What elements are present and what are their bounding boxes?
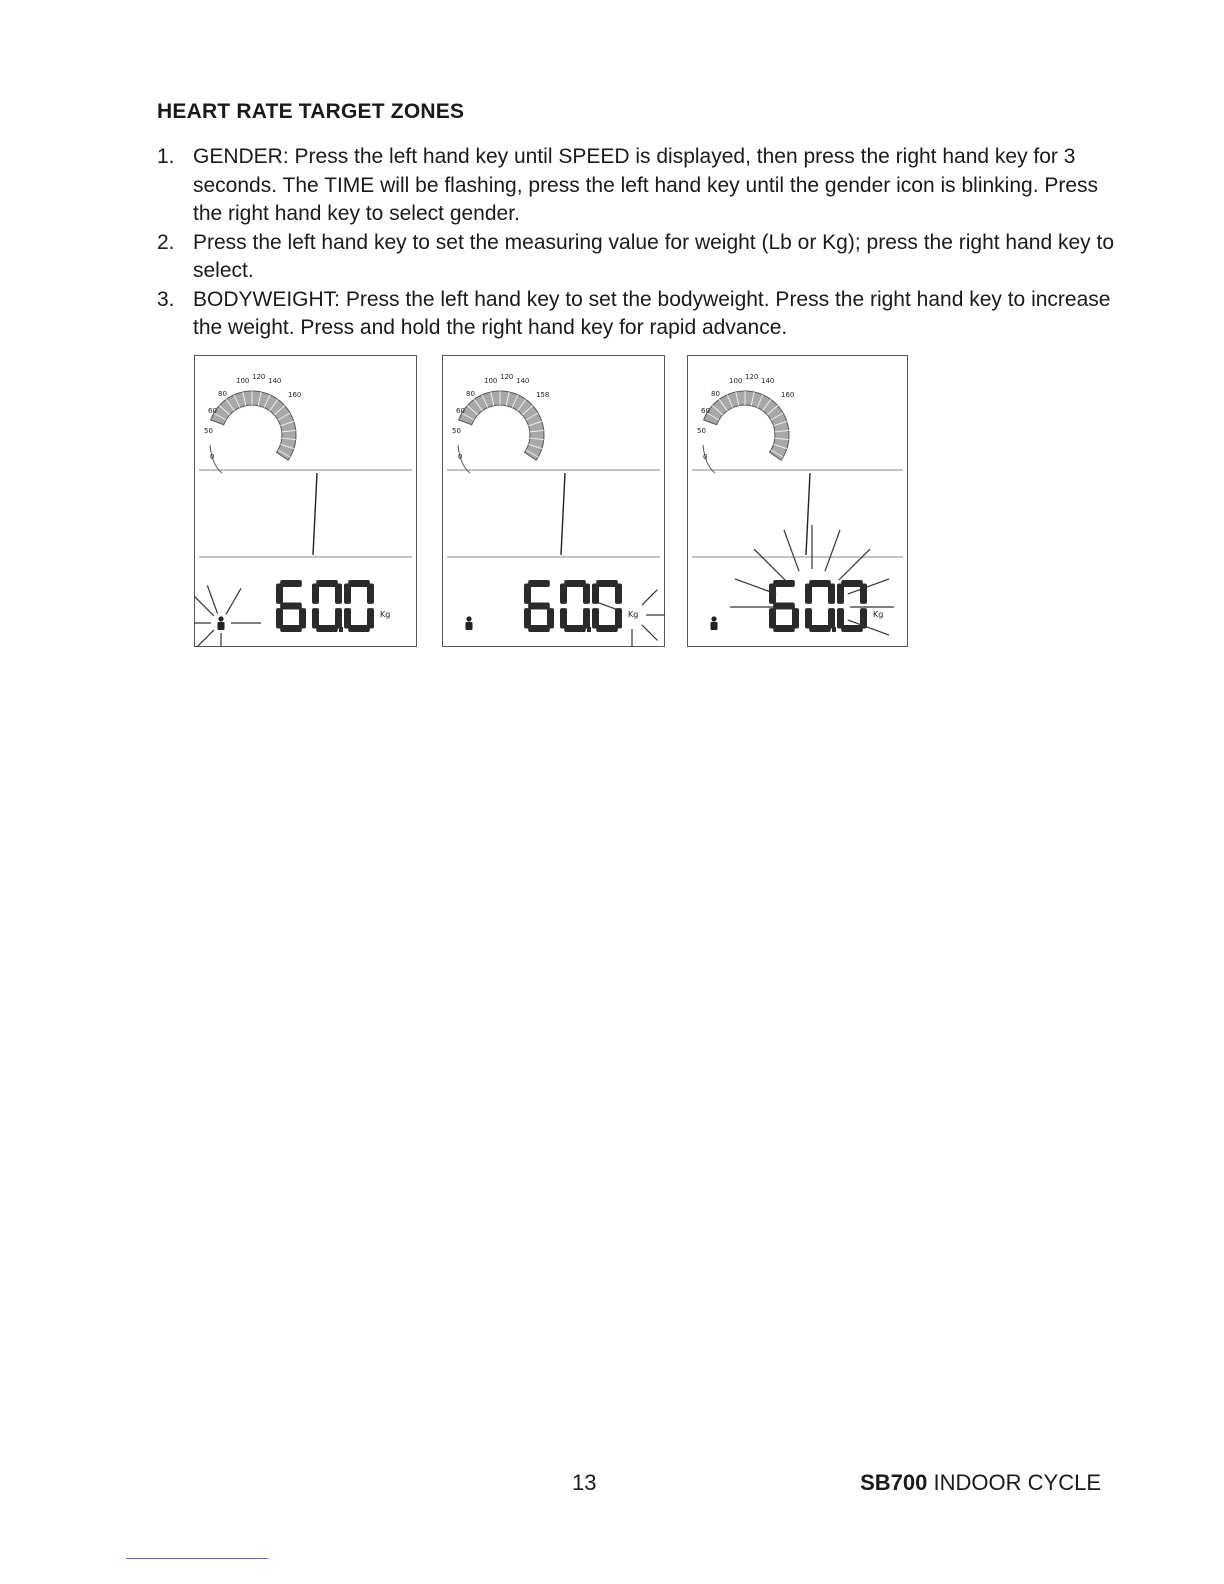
lcd-segment-f: [592, 584, 599, 604]
gauge-tick-label: 80: [218, 390, 227, 398]
gauge-tick-label: 60: [456, 407, 465, 415]
lcd-segment-a: [564, 580, 586, 587]
lcd-segment-e: [312, 608, 319, 628]
lcd-segment-a: [280, 580, 302, 587]
lcd-segment-e: [276, 608, 283, 628]
lcd-segment-a: [596, 580, 618, 587]
lcd-segment-a: [348, 580, 370, 587]
lcd-svg: [687, 355, 908, 647]
lcd-segment-b: [860, 584, 867, 604]
bottom-rule: [126, 1558, 268, 1559]
section-heading: HEART RATE TARGET ZONES: [157, 100, 465, 123]
lcd-segment-b: [583, 584, 590, 604]
gauge-tick-label: 50: [452, 427, 461, 435]
lcd-segment-g: [528, 603, 550, 610]
lcd-segment-f: [312, 584, 319, 604]
unit-label: Kg: [873, 610, 884, 619]
lcd-segment-a: [841, 580, 863, 587]
gauge-tick-label: 50: [204, 427, 213, 435]
gauge-tick-label: 160: [781, 391, 795, 399]
gauge-tick-label: 0: [210, 453, 215, 461]
lcd-segment-e: [344, 608, 351, 628]
lcd-segment-e: [592, 608, 599, 628]
gauge-tick-label: 80: [711, 390, 720, 398]
lcd-segment-e: [837, 608, 844, 628]
instruction-step: [157, 143, 1117, 229]
step-text: GENDER: Press the left hand key until SPEED is displayed, then press the right hand key for 3 seconds. The TIME will be flashing, press the left hand key until the gender icon is blinking. Press the right hand key to select gender.: [193, 145, 1099, 225]
product-name: INDOOR CYCLE: [933, 1470, 1101, 1495]
lcd-segment-f: [344, 584, 351, 604]
gauge-tick-label: 140: [761, 377, 775, 385]
gauge-tick-label: 80: [466, 390, 475, 398]
lcd-segment-f: [524, 584, 531, 604]
lcd-segment-d: [809, 625, 831, 632]
lcd-segment-d: [841, 625, 863, 632]
lcd-segment-f: [276, 584, 283, 604]
lcd-segment-b: [367, 584, 374, 604]
footer-title: [860, 1470, 1101, 1496]
instruction-step: [157, 286, 1117, 343]
lcd-segment-b: [828, 584, 835, 604]
instruction-step: [157, 229, 1117, 286]
lcd-segment-e: [769, 608, 776, 628]
step-number: 3.: [157, 287, 175, 311]
gauge-tick-label: 0: [703, 453, 708, 461]
gauge-tick-label: 140: [268, 377, 282, 385]
lcd-segment-f: [805, 584, 812, 604]
decimal-point: [339, 627, 343, 632]
lcd-display-unit: [442, 355, 665, 647]
lcd-segment-d: [564, 625, 586, 632]
step-text: Press the left hand key to set the measuring value for weight (Lb or Kg); press the right hand key to select.: [193, 230, 1114, 282]
person-icon: [466, 616, 471, 621]
lcd-segment-g: [773, 603, 795, 610]
lcd-segment-d: [280, 625, 302, 632]
lcd-segment-a: [773, 580, 795, 587]
step-number: 1.: [157, 145, 175, 168]
lcd-segment-a: [316, 580, 338, 587]
unit-label: Kg: [628, 610, 639, 619]
person-icon-body: [711, 622, 718, 630]
lcd-display-gender: [194, 355, 417, 647]
gauge-tick-label: 100: [484, 377, 498, 385]
person-icon-body: [466, 622, 473, 630]
lcd-segment-f: [837, 584, 844, 604]
person-icon-body: [218, 622, 225, 630]
model-name: SB700: [860, 1470, 928, 1495]
unit-label: Kg: [380, 610, 391, 619]
gauge-tick-label: 0: [458, 453, 463, 461]
lcd-segment-d: [773, 625, 795, 632]
step-number: 2.: [157, 230, 175, 254]
lcd-segment-a: [809, 580, 831, 587]
lcd-segment-b: [335, 584, 342, 604]
lcd-segment-d: [596, 625, 618, 632]
lcd-segment-e: [805, 608, 812, 628]
gauge-tick-label: 120: [745, 373, 759, 381]
lcd-segment-f: [560, 584, 567, 604]
lcd-segment-b: [615, 584, 622, 604]
gauge-tick-label: 100: [236, 377, 250, 385]
gauge-tick-label: 158: [536, 391, 550, 399]
decimal-point: [587, 627, 591, 632]
gauge-tick-label: 60: [208, 407, 217, 415]
lcd-segment-e: [524, 608, 531, 628]
gauge-tick-label: 100: [729, 377, 743, 385]
lcd-segment-e: [560, 608, 567, 628]
person-icon: [711, 616, 716, 621]
lcd-segment-a: [528, 580, 550, 587]
gauge-tick-label: 120: [500, 373, 514, 381]
lcd-segment-d: [528, 625, 550, 632]
gauge-tick-label: 160: [288, 391, 302, 399]
lcd-svg: [194, 355, 417, 647]
instruction-list: [157, 143, 1117, 343]
page-number: 13: [572, 1470, 597, 1495]
lcd-segment-g: [280, 603, 302, 610]
decimal-point: [832, 627, 836, 632]
person-icon: [218, 616, 223, 621]
lcd-segment-d: [348, 625, 370, 632]
lcd-svg: [442, 355, 665, 647]
gauge-tick-label: 140: [516, 377, 530, 385]
step-text: BODYWEIGHT: Press the left hand key to set the bodyweight. Press the right hand key to increase the weight. Press and hold the right hand key for rapid advance.: [193, 287, 1111, 339]
gauge-tick-label: 60: [701, 407, 710, 415]
gauge-tick-label: 50: [697, 427, 706, 435]
lcd-segment-d: [316, 625, 338, 632]
lcd-display-weight: [687, 355, 908, 647]
gauge-tick-label: 120: [252, 373, 266, 381]
